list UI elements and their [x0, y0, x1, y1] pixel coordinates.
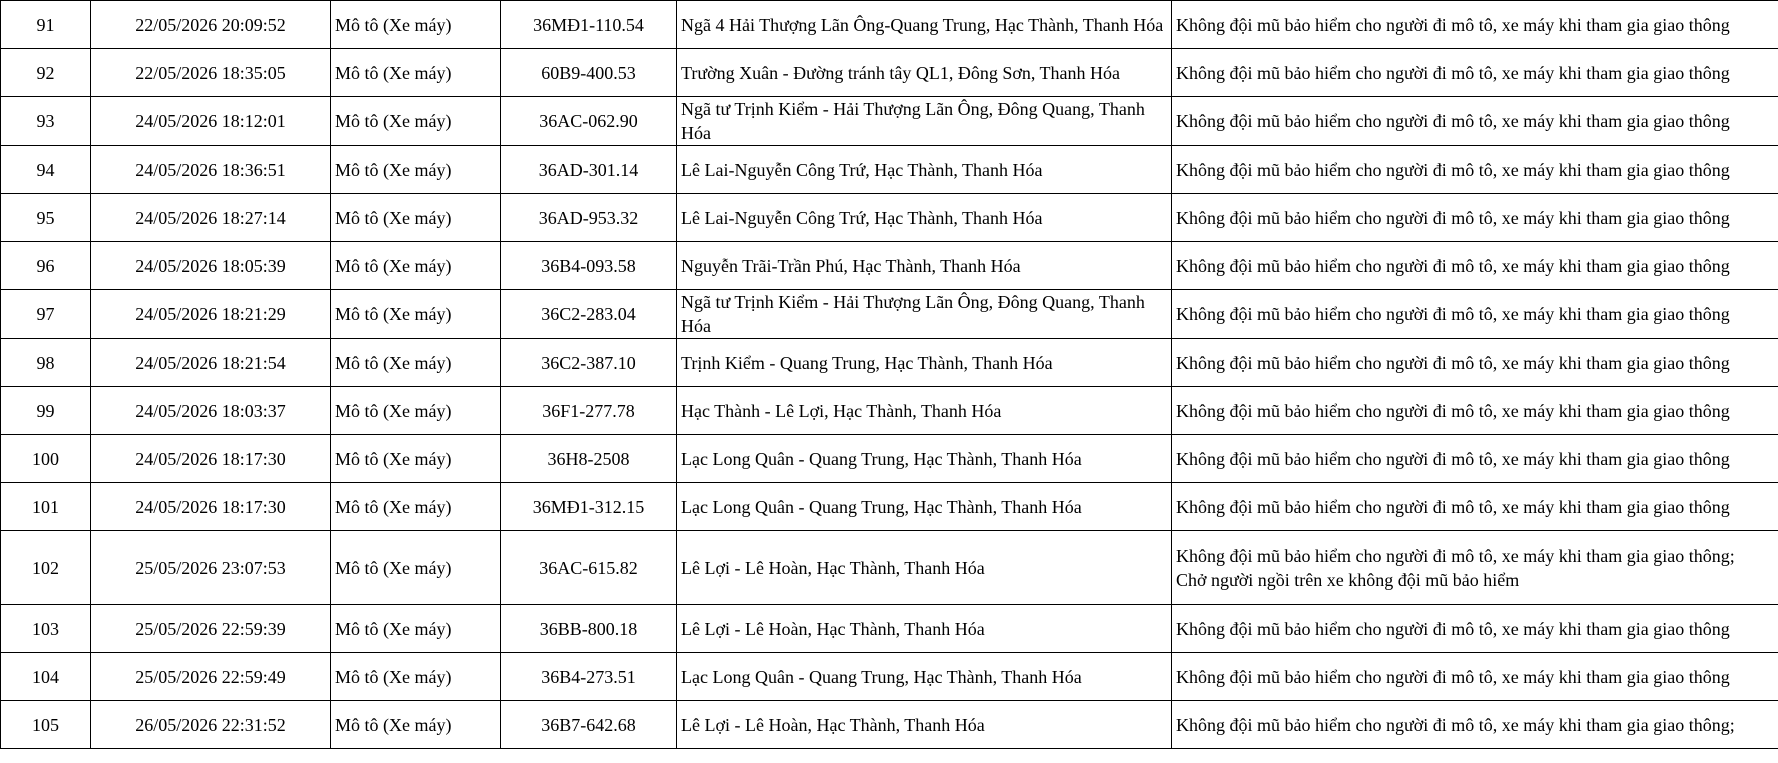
timestamp-cell: 24/05/2026 18:03:37: [91, 387, 331, 435]
location-cell: Ngã tư Trịnh Kiểm - Hải Thượng Lãn Ông, Đông Quang, Thanh Hóa: [677, 290, 1172, 339]
violation-cell: [1172, 290, 1778, 339]
license-plate-cell: 60B9-400.53: [501, 49, 677, 97]
row-number-cell: 91: [1, 1, 91, 49]
table-row: [1, 435, 1778, 483]
violation-cell: [1172, 339, 1778, 387]
violation-cell: [1172, 97, 1778, 146]
table-row: [1, 531, 1778, 605]
row-number-cell: 95: [1, 194, 91, 242]
timestamp-cell: 25/05/2026 22:59:39: [91, 605, 331, 653]
table-row: [1, 1, 1778, 49]
row-number-cell: 101: [1, 483, 91, 531]
violation-text: Không đội mũ bảo hiểm cho người đi mô tô, xe máy khi tham gia giao thông: [1176, 400, 1730, 421]
table-body: [1, 1, 1778, 749]
row-number-cell: 105: [1, 701, 91, 749]
row-number-cell: 102: [1, 531, 91, 605]
table-row: [1, 483, 1778, 531]
row-number-cell: 103: [1, 605, 91, 653]
violation-text: Chở người ngồi trên xe không đội mũ bảo hiểm: [1176, 569, 1520, 590]
location-cell: Ngã tư Trịnh Kiểm - Hải Thượng Lãn Ông, Đông Quang, Thanh Hóa: [677, 97, 1172, 146]
location-cell: Lê Lai-Nguyễn Công Trứ, Hạc Thành, Thanh Hóa: [677, 194, 1172, 242]
violation-cell: [1172, 387, 1778, 435]
vehicle-type-cell: Mô tô (Xe máy): [331, 290, 501, 339]
violation-text: Không đội mũ bảo hiểm cho người đi mô tô, xe máy khi tham gia giao thông: [1176, 207, 1730, 228]
timestamp-cell: 24/05/2026 18:05:39: [91, 242, 331, 290]
violation-cell: [1172, 653, 1778, 701]
table-row: [1, 701, 1778, 749]
violation-text: Không đội mũ bảo hiểm cho người đi mô tô, xe máy khi tham gia giao thông;: [1176, 545, 1735, 566]
violation-text: Không đội mũ bảo hiểm cho người đi mô tô, xe máy khi tham gia giao thông: [1176, 255, 1730, 276]
location-cell: Lê Lợi - Lê Hoàn, Hạc Thành, Thanh Hóa: [677, 701, 1172, 749]
violation-cell: [1172, 1, 1778, 49]
license-plate-cell: 36B4-273.51: [501, 653, 677, 701]
location-cell: Nguyễn Trãi-Trần Phú, Hạc Thành, Thanh Hóa: [677, 242, 1172, 290]
timestamp-cell: 24/05/2026 18:36:51: [91, 146, 331, 194]
location-cell: Lạc Long Quân - Quang Trung, Hạc Thành, Thanh Hóa: [677, 483, 1172, 531]
license-plate-cell: 36F1-277.78: [501, 387, 677, 435]
license-plate-cell: 36MĐ1-312.15: [501, 483, 677, 531]
license-plate-cell: 36BB-800.18: [501, 605, 677, 653]
table-row: [1, 49, 1778, 97]
timestamp-cell: 24/05/2026 18:21:29: [91, 290, 331, 339]
license-plate-cell: 36C2-387.10: [501, 339, 677, 387]
vehicle-type-cell: Mô tô (Xe máy): [331, 701, 501, 749]
violation-cell: [1172, 701, 1778, 749]
timestamp-cell: 24/05/2026 18:12:01: [91, 97, 331, 146]
violation-cell: [1172, 435, 1778, 483]
violation-text: Không đội mũ bảo hiểm cho người đi mô tô, xe máy khi tham gia giao thông: [1176, 14, 1730, 35]
timestamp-cell: 22/05/2026 18:35:05: [91, 49, 331, 97]
vehicle-type-cell: Mô tô (Xe máy): [331, 653, 501, 701]
table-row: [1, 146, 1778, 194]
violation-text: Không đội mũ bảo hiểm cho người đi mô tô, xe máy khi tham gia giao thông: [1176, 111, 1730, 131]
timestamp-cell: 24/05/2026 18:17:30: [91, 483, 331, 531]
vehicle-type-cell: Mô tô (Xe máy): [331, 146, 501, 194]
timestamp-cell: 24/05/2026 18:17:30: [91, 435, 331, 483]
vehicle-type-cell: Mô tô (Xe máy): [331, 1, 501, 49]
violation-text: Không đội mũ bảo hiểm cho người đi mô tô, xe máy khi tham gia giao thông;: [1176, 714, 1735, 735]
violation-text: Không đội mũ bảo hiểm cho người đi mô tô, xe máy khi tham gia giao thông: [1176, 352, 1730, 373]
location-cell: Trường Xuân - Đường tránh tây QL1, Đông Sơn, Thanh Hóa: [677, 49, 1172, 97]
timestamp-cell: 24/05/2026 18:27:14: [91, 194, 331, 242]
row-number-cell: 96: [1, 242, 91, 290]
violation-cell: [1172, 605, 1778, 653]
row-number-cell: 97: [1, 290, 91, 339]
location-cell: Lạc Long Quân - Quang Trung, Hạc Thành, Thanh Hóa: [677, 653, 1172, 701]
violation-cell: [1172, 242, 1778, 290]
row-number-cell: 104: [1, 653, 91, 701]
violation-text: Không đội mũ bảo hiểm cho người đi mô tô, xe máy khi tham gia giao thông: [1176, 62, 1730, 83]
table-row: [1, 605, 1778, 653]
timestamp-cell: 24/05/2026 18:21:54: [91, 339, 331, 387]
license-plate-cell: 36H8-2508: [501, 435, 677, 483]
violation-text: Không đội mũ bảo hiểm cho người đi mô tô, xe máy khi tham gia giao thông: [1176, 304, 1730, 324]
vehicle-type-cell: Mô tô (Xe máy): [331, 605, 501, 653]
location-cell: Lê Lợi - Lê Hoàn, Hạc Thành, Thanh Hóa: [677, 531, 1172, 605]
row-number-cell: 94: [1, 146, 91, 194]
vehicle-type-cell: Mô tô (Xe máy): [331, 483, 501, 531]
location-cell: Lê Lợi - Lê Hoàn, Hạc Thành, Thanh Hóa: [677, 605, 1172, 653]
row-number-cell: 100: [1, 435, 91, 483]
location-cell: Ngã 4 Hải Thượng Lãn Ông-Quang Trung, Hạc Thành, Thanh Hóa: [677, 1, 1172, 49]
row-number-cell: 98: [1, 339, 91, 387]
license-plate-cell: 36B4-093.58: [501, 242, 677, 290]
violation-cell: [1172, 194, 1778, 242]
license-plate-cell: 36C2-283.04: [501, 290, 677, 339]
violation-cell: [1172, 483, 1778, 531]
license-plate-cell: 36AD-301.14: [501, 146, 677, 194]
vehicle-type-cell: Mô tô (Xe máy): [331, 242, 501, 290]
violation-cell: [1172, 49, 1778, 97]
row-number-cell: 99: [1, 387, 91, 435]
location-cell: Trịnh Kiểm - Quang Trung, Hạc Thành, Thanh Hóa: [677, 339, 1172, 387]
location-cell: Lạc Long Quân - Quang Trung, Hạc Thành, Thanh Hóa: [677, 435, 1172, 483]
table-row: [1, 387, 1778, 435]
violation-text: Không đội mũ bảo hiểm cho người đi mô tô, xe máy khi tham gia giao thông: [1176, 448, 1730, 469]
vehicle-type-cell: Mô tô (Xe máy): [331, 387, 501, 435]
table-row: [1, 97, 1778, 146]
timestamp-cell: 22/05/2026 20:09:52: [91, 1, 331, 49]
timestamp-cell: 25/05/2026 23:07:53: [91, 531, 331, 605]
violation-text: Không đội mũ bảo hiểm cho người đi mô tô, xe máy khi tham gia giao thông: [1176, 496, 1730, 517]
location-cell: Lê Lai-Nguyễn Công Trứ, Hạc Thành, Thanh Hóa: [677, 146, 1172, 194]
license-plate-cell: 36AC-615.82: [501, 531, 677, 605]
timestamp-cell: 26/05/2026 22:31:52: [91, 701, 331, 749]
violation-text: Không đội mũ bảo hiểm cho người đi mô tô, xe máy khi tham gia giao thông: [1176, 618, 1730, 639]
table-row: [1, 290, 1778, 339]
violation-text: Không đội mũ bảo hiểm cho người đi mô tô, xe máy khi tham gia giao thông: [1176, 159, 1730, 180]
location-cell: Hạc Thành - Lê Lợi, Hạc Thành, Thanh Hóa: [677, 387, 1172, 435]
table-row: [1, 653, 1778, 701]
license-plate-cell: 36AC-062.90: [501, 97, 677, 146]
vehicle-type-cell: Mô tô (Xe máy): [331, 435, 501, 483]
table-row: [1, 194, 1778, 242]
license-plate-cell: 36B7-642.68: [501, 701, 677, 749]
violation-text: Không đội mũ bảo hiểm cho người đi mô tô, xe máy khi tham gia giao thông: [1176, 666, 1730, 687]
license-plate-cell: 36AD-953.32: [501, 194, 677, 242]
table-row: [1, 339, 1778, 387]
table-row: [1, 242, 1778, 290]
violation-cell: [1172, 146, 1778, 194]
vehicle-type-cell: Mô tô (Xe máy): [331, 49, 501, 97]
row-number-cell: 93: [1, 97, 91, 146]
timestamp-cell: 25/05/2026 22:59:49: [91, 653, 331, 701]
vehicle-type-cell: Mô tô (Xe máy): [331, 194, 501, 242]
vehicle-type-cell: Mô tô (Xe máy): [331, 339, 501, 387]
vehicle-type-cell: Mô tô (Xe máy): [331, 531, 501, 605]
violation-cell: [1172, 531, 1778, 605]
vehicle-type-cell: Mô tô (Xe máy): [331, 97, 501, 146]
row-number-cell: 92: [1, 49, 91, 97]
license-plate-cell: 36MĐ1-110.54: [501, 1, 677, 49]
